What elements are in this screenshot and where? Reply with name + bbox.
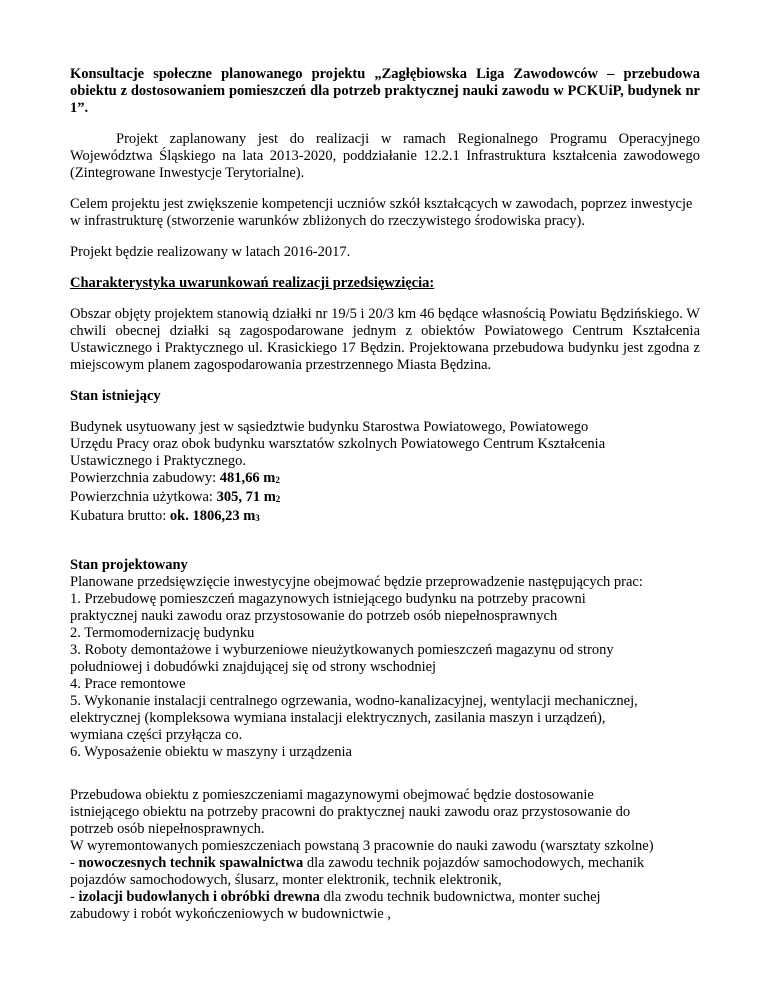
document-body xyxy=(70,66,700,923)
closing-line: istniejącego obiektu na potrzeby pracowni do praktycznej nauki zawodu oraz przystosowanie do xyxy=(70,804,631,820)
conditions-heading: Charakterystyka uwarunkowań realizacji przedsięwzięcia: xyxy=(70,275,435,291)
existing-line: Budynek usytuowany jest w sąsiedztwie budynku Starostwa Powiatowego, Powiatowego xyxy=(70,419,589,435)
planned-line: 4. Prace remontowe xyxy=(70,676,186,692)
area-usable-row xyxy=(70,489,700,508)
existing-line: Ustawicznego i Praktycznego. xyxy=(70,453,246,469)
closing-line: potrzeb osób niepełnosprawnych. xyxy=(70,821,265,837)
planned-line: 6. Wyposażenie obiektu w maszyny i urządzenia xyxy=(70,744,352,760)
area-usable-label: Powierzchnia użytkowa: xyxy=(70,489,217,505)
area-usable-unit: 2 xyxy=(275,494,281,504)
planned-line: wymiana części przyłącza co. xyxy=(70,727,243,743)
volume-unit: 3 xyxy=(255,513,260,523)
area-built-row xyxy=(70,470,700,489)
planned-line: południowej i dobudówki znajdującej się od strony wschodniej xyxy=(70,659,437,675)
workshop-item-insulation-cont: zabudowy i robót wykończeniowych w budownictwie , xyxy=(70,906,391,922)
workshop-item-welding-cont: pojazdów samochodowych, ślusarz, monter elektronik, technik elektronik, xyxy=(70,872,502,888)
workshop-item-insulation: - izolacji budowlanych i obróbki drewna dla zwodu technik budownictwa, monter suchej xyxy=(70,889,601,905)
area-built-unit: 2 xyxy=(275,475,280,485)
volume-row xyxy=(70,508,700,527)
planned-line: elektrycznej (kompleksowa wymiana instalacji elektrycznych, zasilania maszyn i urządzeń), xyxy=(70,710,606,726)
closing-section xyxy=(70,787,700,923)
planned-line: praktycznej nauki zawodu oraz przystosowanie do potrzeb osób niepełnosprawnych xyxy=(70,608,558,624)
existing-description xyxy=(70,419,700,527)
existing-line: Urzędu Pracy oraz obok budynku warsztatów szkolnych Powiatowego Centrum Kształcenia xyxy=(70,436,606,452)
area-built-value: 481,66 m xyxy=(219,470,276,486)
period-paragraph: Projekt będzie realizowany w latach 2016-2017. xyxy=(70,244,351,260)
closing-line: Przebudowa obiektu z pomieszczeniami magazynowymi obejmować będzie dostosowanie xyxy=(70,787,594,803)
closing-line: W wyremontowanych pomieszczeniach powstaną 3 pracownie do nauki zawodu (warsztaty szkolne) xyxy=(70,838,654,854)
planned-line: 5. Wykonanie instalacji centralnego ogrzewania, wodno-kanalizacyjnej, wentylacji mechanicznej, xyxy=(70,693,638,709)
planned-line: 3. Roboty demontażowe i wyburzeniowe nieużytkowanych pomieszczeń magazynu od strony xyxy=(70,642,614,658)
area-usable-value: 305, 71 m xyxy=(216,489,276,505)
planned-heading: Stan projektowany xyxy=(70,557,188,573)
conditions-paragraph: Obszar objęty projektem stanowią działki nr 19/5 i 20/3 km 46 będące własnością Powiatu Będzińskiego. W chwili obecnej działki są zagospodarowane jednym z obiektów Powiatowego Centrum Kształcenia Ustawicznego i Praktycznego ul. Krasickiego 17 Będzin. Projektowana przebudowa budynku jest zgodna z miejscowym planem zagospodarowania przestrzennego Miasta Będzina. xyxy=(70,306,700,373)
planned-line: Planowane przedsięwzięcie inwestycyjne obejmować będzie przeprowadzenie następujących prac: xyxy=(70,574,643,590)
existing-heading: Stan istniejący xyxy=(70,388,161,404)
workshop-insulation-name: izolacji budowlanych i obróbki drewna xyxy=(78,889,320,905)
document-title: Konsultacje społeczne planowanego projektu „Zagłębiowska Liga Zawodowców – przebudowa obiektu z dostosowaniem pomieszczeń dla potrzeb praktycznej nauki zawodu w PCKUiP, budynek nr 1”. xyxy=(70,66,700,116)
area-built-label: Powierzchnia zabudowy: xyxy=(70,470,220,486)
workshop-item-welding: - nowoczesnych technik spawalnictwa dla zawodu technik pojazdów samochodowych, mechanik xyxy=(70,855,645,871)
volume-label: Kubatura brutto: xyxy=(70,508,170,524)
planned-list xyxy=(70,574,700,761)
planned-line: 1. Przebudowę pomieszczeń magazynowych istniejącego budynku na potrzeby pracowni xyxy=(70,591,586,607)
intro-paragraph: Projekt zaplanowany jest do realizacji w ramach Regionalnego Programu Operacyjnego Województwa Śląskiego na lata 2013-2020, poddziałanie 12.2.1 Infrastruktura kształcenia zawodowego (Zintegrowane Inwestycje Terytorialne). xyxy=(70,131,700,181)
workshop-welding-name: nowoczesnych technik spawalnictwa xyxy=(78,855,304,871)
goal-paragraph: Celem projektu jest zwiększenie kompetencji uczniów szkół kształcących w zawodach, poprzez inwestycje w infrastrukturę (stworzenie warunków zbliżonych do rzeczywistego środowiska pracy). xyxy=(70,196,693,229)
planned-line: 2. Termomodernizację budynku xyxy=(70,625,255,641)
volume-value: ok. 1806,23 m xyxy=(169,508,256,524)
